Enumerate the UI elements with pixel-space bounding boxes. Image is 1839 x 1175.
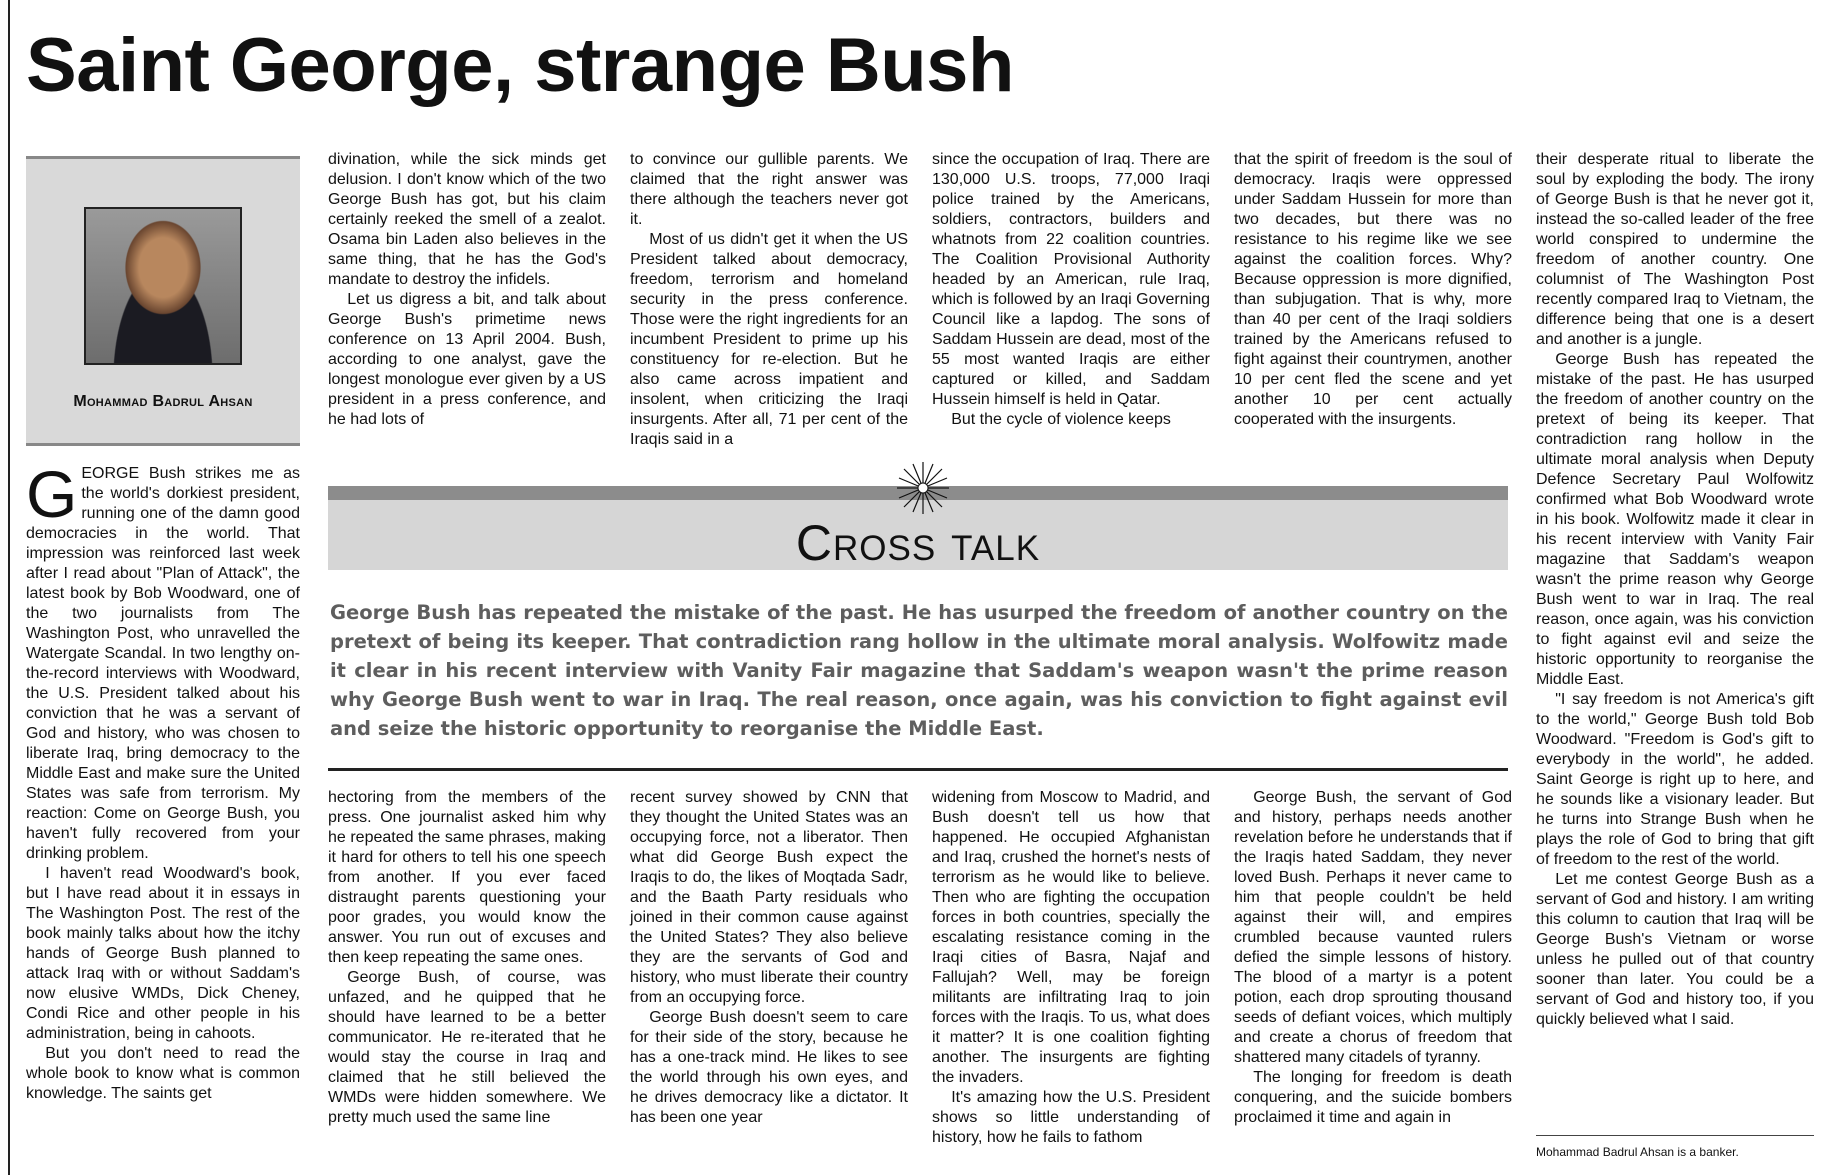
paragraph: I haven't read Woodward's book, but I have read about it in essays in The Washington Post. The rest of the book mainly talks about how the itchy hands of George Bush planned to attack Iraq with or without Saddam's now elusive WMDs, Dick Cheney, Condi Rice and other people in his administration, being in cahoots. <box>26 865 300 1042</box>
byline-text: Mohammad Badrul Ahsan <box>73 393 253 410</box>
starburst-icon <box>895 460 951 516</box>
column-4-bottom <box>932 788 1210 1148</box>
column-6 <box>1536 150 1814 1030</box>
drop-cap: G <box>26 457 78 531</box>
column-4-top <box>932 150 1210 430</box>
paragraph: recent survey showed by CNN that they thought the United States was an occupying force, not a liberator. Then what did George Bush expect the Iraqis to do, the likes of Moqtada Sadr, and the Baath Party residuals who joined in their common cause against the United States? They also believe they are the servants of God and history, who must liberate their country from an occupying force. <box>630 789 908 1006</box>
column-2-bottom <box>328 788 606 1128</box>
paragraph: to convince our gullible parents. We claimed that the right answer was there although the teachers never got it. <box>630 151 908 228</box>
paragraph: divination, while the sick minds get delusion. I don't know which of the two George Bush has got, but his claim certainly reeked the smell of a zealot. Osama bin Laden also believes in the same thing, that he has the God's mandate to destroy the infidels. <box>328 151 606 288</box>
pull-quote-rule <box>328 768 1508 771</box>
pull-quote: George Bush has repeated the mistake of the past. He has usurped the freedom of another country on the pretext of being its keeper. That contradiction rang hollow in the ultimate moral analysis. Wolfowitz made it clear in his recent interview with Vanity Fair magazine that Saddam's weapon wasn't the prime reason why George Bush went to war in Iraq. The real reason, once again, was his conviction to fight against evil and seize the historic opportunity to reorganise the Middle East. <box>330 601 1508 740</box>
paragraph: "I say freedom is not America's gift to the world," George Bush told Bob Woodward. "Freedom is God's gift to everybody in the world", he added. Saint George is right up to here, and he sounds like a visionary leader. But he turns into Strange Bush when he plays the role of God to bring that gift of freedom to the rest of the world. <box>1536 691 1814 868</box>
column-1 <box>26 457 300 1104</box>
paragraph: But the cycle of violence keeps <box>951 411 1171 428</box>
paragraph: their desperate ritual to liberate the soul by exploding the body. The irony of George Bush is that he never got it, instead the so-called leader of the free world conspired to undermine the freedom of another country. One columnist of The Washington Post recently compared Iraq to Vietnam, the difference being that one is a desert and another is a jungle. <box>1536 151 1814 348</box>
paragraph: Let us digress a bit, and talk about George Bush's primetime news conference on 13 April 2004. Bush, according to one analyst, gave the longest monologue ever given by a US president in a press conference, and he had lots of <box>328 291 606 428</box>
paragraph: George Bush has repeated the mistake of the past. He has usurped the freedom of another country on the pretext of being its keeper. That contradiction rang hollow in the ultimate moral analysis when Deputy Defence Secretary Paul Wolfowitz confirmed what Bob Woodward wrote in his book. Wolfowitz made it clear in his recent interview with Vanity Fair magazine that Saddam's weapon wasn't the prime reason why George Bush went to war in Iraq. The real reason, once again, was his conviction to fight against evil and seize the historic opportunity to reorganise the Middle East. <box>1536 351 1814 688</box>
paragraph: It's amazing how the U.S. President shows so little understanding of history, how he fails to fathom <box>932 1089 1210 1146</box>
paragraph: But you don't need to read the whole book to know what is common knowledge. The saints get <box>26 1045 300 1102</box>
paragraph: GEORGE Bush strikes me as the world's dorkiest president, running one of the damn good democracies in the world. That impression was reinforced last week after I read about "Plan of Attack", the latest book by Bob Woodward, one of the two journalists from The Washington Post, who unravelled the Watergate Scandal. In two lengthy on-the-record interviews with Woodward, the U.S. President talked about his conviction that he was a servant of God and history, who was chosen to liberate Iraq, bring democracy to the Middle East and make sure the United States was safe from terrorism. My reaction: Come on George Bush, you haven't fully recovered from your drinking problem. <box>26 457 300 862</box>
column-5-top <box>1234 150 1512 430</box>
paragraph: The longing for freedom is death conquering, and the suicide bombers proclaimed it time and again in <box>1234 1069 1512 1126</box>
headline: Saint George, strange Bush <box>26 23 1014 108</box>
paragraph: George Bush doesn't seem to care for their side of the story, because he has a one-track mind. He likes to see the world through his own eyes, and he drives democracy like a dictator. It has been one year <box>630 1009 908 1126</box>
footnote-rule <box>1536 1135 1814 1136</box>
paragraph: Let me contest George Bush as a servant of God and history. I am writing this column to caution that Iraq will be George Bush's Vietnam or worse unless he pulled out of that country sooner than later. You could be a servant of God and history too, if you quickly believed what I said. <box>1536 871 1814 1028</box>
paragraph: widening from Moscow to Madrid, and Bush doesn't tell us how that happened. He occupied Afghanistan and Iraq, crushed the hornet's nests of terrorism as he would like to believe. Then who are fighting the occupation forces in both countries, specially the escalating resistance coming in the Iraqi cities of Basra, Najaf and Fallujah? Well, may be foreign militants are infiltrating Iraq to join forces with the Iraqis. To us, what does it matter? It is one coalition fighting another. The insurgents are fighting the invaders. <box>932 789 1210 1086</box>
author-photo <box>84 207 242 365</box>
column-3-bottom <box>630 788 908 1128</box>
byline <box>26 393 300 411</box>
paragraph: Most of us didn't get it when the US President talked about democracy, freedom, terrorism and homeland security in the press conference. Those were the right ingredients for an incumbent President to prime up his constituency for re-election. But he also came across impatient and insolent, when criticizing the Iraqi insurgents. After all, 71 per cent of the Iraqis said in a <box>630 231 908 448</box>
paragraph: hectoring from the members of the press. One journalist asked him why he repeated the same phrases, making it hard for others to tell his one speech from another. If you ever faced distraught parents questioning your poor grades, you would know the answer. You run out of excuses and then keep repeating the same ones. <box>328 789 606 966</box>
column-3-top <box>630 150 908 450</box>
column-2-top <box>328 150 606 430</box>
footnote: Mohammad Badrul Ahsan is a banker. <box>1536 1145 1739 1159</box>
section-title: Cross talk <box>795 515 1041 571</box>
paragraph: that the spirit of freedom is the soul of democracy. Iraqis were oppressed under Saddam Hussein for more than two decades, but there was no resistance to his regime like we see against the coalition forces. Why? Because oppression is more dignified, than subjugation. That is why, more than 40 per cent of the Iraqi soldiers trained by the Americans refused to fight against their countrymen, another 10 per cent fled the scene and yet another 10 per cent actually cooperated with the insurgents. <box>1234 151 1512 428</box>
paragraph: George Bush, the servant of God and history, perhaps needs another revelation before he understands that if the Iraqis hated Saddam, they never loved Bush. Perhaps it never came to him that people couldn't be held against their will, and empires crumbled because vaunted rulers defied the simple lessons of history. The blood of a martyr is a potent potion, each drop sprouting thousand seeds of defiant voices, which multiply and create a chorus of freedom that shattered many citadels of tyranny. <box>1234 789 1512 1066</box>
page-left-rule <box>8 0 10 1175</box>
author-box <box>26 156 300 446</box>
paragraph: George Bush, of course, was unfazed, and he quipped that he should have learned to be a better communicator. He re-iterated that he would stay the course in Iraq and claimed that he still believed the WMDs were hidden somewhere. We pretty much used the same line <box>328 969 606 1126</box>
paragraph: since the occupation of Iraq. There are 130,000 U.S. troops, 77,000 Iraqi police trained by the Americans, soldiers, contractors, builders and whatnots from 22 coalition countries. The Coalition Provisional Authority headed by an American, rule Iraq, which is followed by an Iraqi Governing Council like a lapdog. The sons of Saddam Hussein are dead, most of the 55 most wanted Iraqis are either captured or killed, and Saddam Hussein himself is held in Qatar. <box>932 151 1210 408</box>
column-5-bottom <box>1234 788 1512 1128</box>
